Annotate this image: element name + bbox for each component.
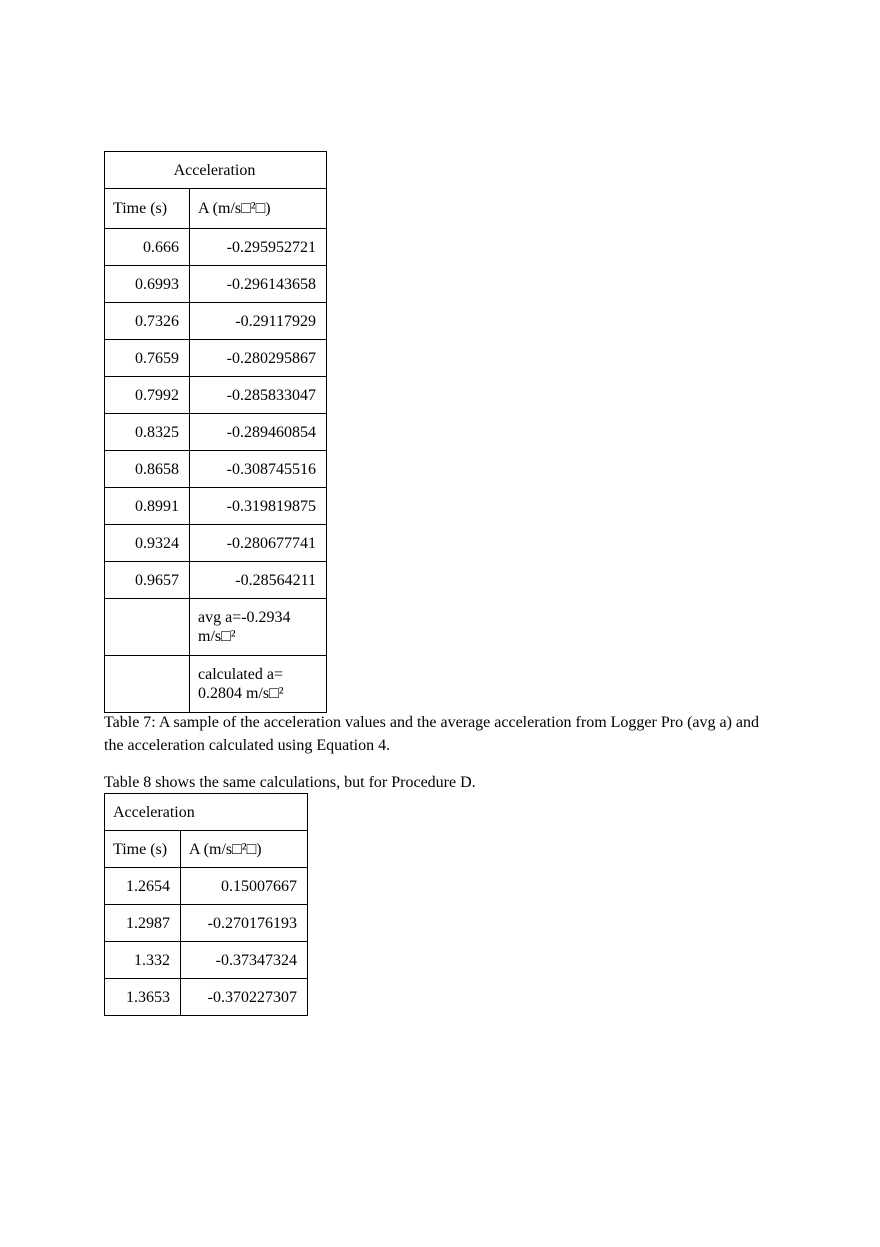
time-cell: 0.7992: [105, 377, 190, 414]
time-cell: 0.9324: [105, 525, 190, 562]
table-row: [105, 905, 308, 942]
acceleration-cell: -0.319819875: [190, 488, 327, 525]
table-header-row: [105, 189, 327, 229]
column-header-acceleration: A (m/s□²□): [190, 189, 327, 229]
acceleration-cell: -0.270176193: [181, 905, 308, 942]
table-row: [105, 266, 327, 303]
table-row: [105, 868, 308, 905]
time-cell: 1.2987: [105, 905, 181, 942]
empty-cell: [105, 656, 190, 713]
table-8-intro: Table 8 shows the same calculations, but for Procedure D.: [104, 774, 476, 791]
column-header-time: Time (s): [105, 189, 190, 229]
acceleration-cell: -0.296143658: [190, 266, 327, 303]
calculated-row: [105, 656, 327, 713]
table-row: [105, 562, 327, 599]
acceleration-cell: -0.28564211: [190, 562, 327, 599]
table-row: [105, 377, 327, 414]
table-7-caption: Table 7: A sample of the acceleration values and the average acceleration from Logger Pro (avg a) and the acceleration calculated using Equation 4.: [104, 714, 760, 754]
acceleration-cell: -0.29117929: [190, 303, 327, 340]
table-title-row: [105, 794, 308, 831]
time-cell: 0.7659: [105, 340, 190, 377]
table-row: [105, 303, 327, 340]
time-cell: 1.3653: [105, 979, 181, 1016]
time-cell: 0.8325: [105, 414, 190, 451]
acceleration-table-7: [104, 151, 327, 713]
table-row: [105, 525, 327, 562]
acceleration-cell: 0.15007667: [181, 868, 308, 905]
average-row: [105, 599, 327, 656]
acceleration-cell: -0.280677741: [190, 525, 327, 562]
time-cell: 0.8991: [105, 488, 190, 525]
acceleration-cell: -0.295952721: [190, 229, 327, 266]
time-cell: 0.9657: [105, 562, 190, 599]
column-header-acceleration: A (m/s□²□): [181, 831, 308, 868]
time-cell: 1.332: [105, 942, 181, 979]
table-row: [105, 229, 327, 266]
time-cell: 0.6993: [105, 266, 190, 303]
empty-cell: [105, 599, 190, 656]
column-header-time: Time (s): [105, 831, 181, 868]
acceleration-cell: -0.37347324: [181, 942, 308, 979]
acceleration-table-8: [104, 793, 308, 1016]
calculated-acceleration-note: calculated a= 0.2804 m/s□²: [190, 656, 327, 713]
table-row: [105, 488, 327, 525]
average-acceleration-note: avg a=-0.2934 m/s□²: [190, 599, 327, 656]
table-row: [105, 414, 327, 451]
time-cell: 0.8658: [105, 451, 190, 488]
acceleration-cell: -0.289460854: [190, 414, 327, 451]
table-row: [105, 451, 327, 488]
time-cell: 0.7326: [105, 303, 190, 340]
table-row: [105, 340, 327, 377]
acceleration-cell: -0.285833047: [190, 377, 327, 414]
table-row: [105, 979, 308, 1016]
time-cell: 1.2654: [105, 868, 181, 905]
table-title: Acceleration: [105, 794, 308, 831]
time-cell: 0.666: [105, 229, 190, 266]
table-header-row: [105, 831, 308, 868]
table-title: Acceleration: [105, 152, 327, 189]
table-title-row: [105, 152, 327, 189]
acceleration-cell: -0.370227307: [181, 979, 308, 1016]
acceleration-cell: -0.308745516: [190, 451, 327, 488]
table-row: [105, 942, 308, 979]
acceleration-cell: -0.280295867: [190, 340, 327, 377]
